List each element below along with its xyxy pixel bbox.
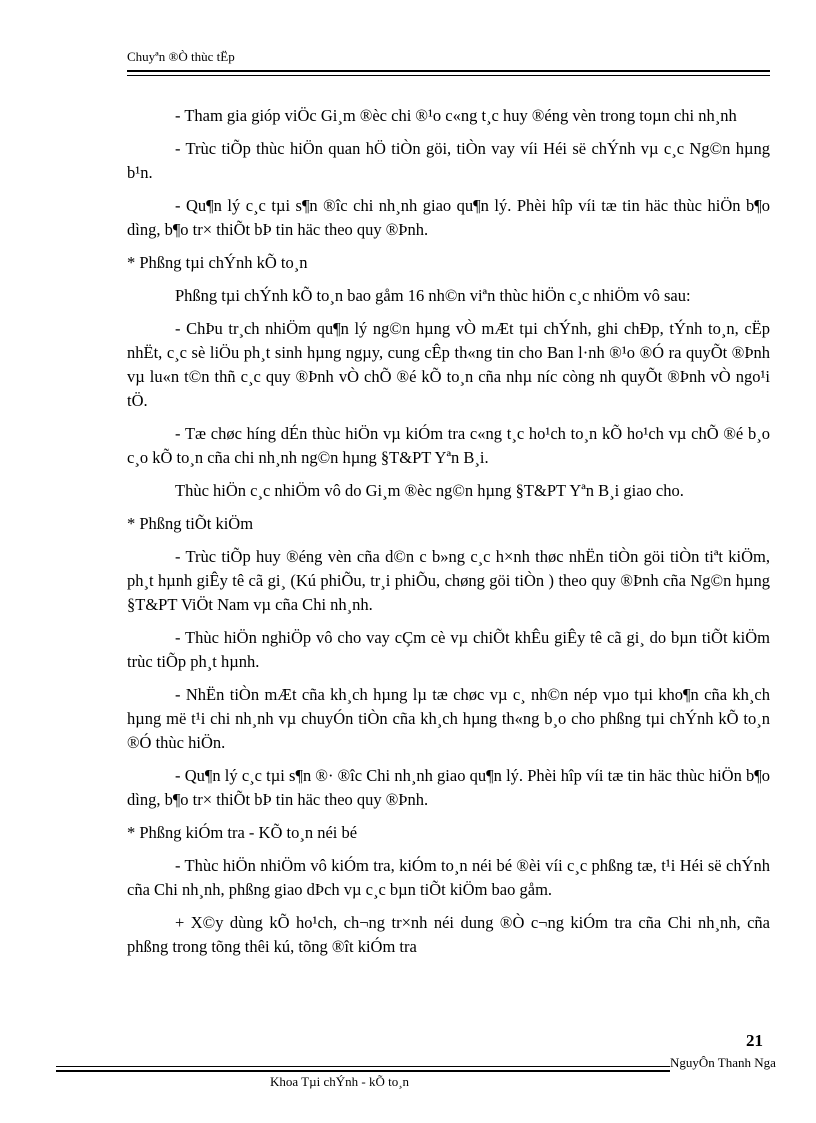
header-rule-thin <box>127 75 770 76</box>
header-rule-thick <box>127 70 770 72</box>
paragraph: - Trùc tiÕp thùc hiÖn quan hÖ tiÒn göi, tiÒn vay víi Héi së chÝnh vµ c¸c Ng©n hµng b¹n. <box>127 139 770 182</box>
paragraph: - Tæ chøc híng dÉn thùc hiÖn vµ kiÓm tra c«ng t¸c ho¹ch to¸n kÕ ho¹ch vµ chÕ ®é b¸o c¸o kÕ to¸n cña chi nh¸nh ng©n hµng §T&PT Yªn B¸i. <box>127 424 770 467</box>
paragraph: - NhËn tiÒn mÆt cña kh¸ch hµng lµ tæ chøc vµ c¸ nh©n nép vµo tµi kho¶n cña kh¸ch hµng më t¹i chi nh¸nh vµ chuyÓn tiÒn cña kh¸ch hµng th«ng b¸o cho phßng tµi chÝnh kÕ to¸n ®Ó thùc hiÖn. <box>127 685 770 752</box>
footer-rule-thin <box>56 1066 670 1067</box>
paragraph: - ChÞu tr¸ch nhiÖm qu¶n lý ng©n hµng vÒ mÆt tµi chÝnh, ghi chÐp, tÝnh to¸n, cËp nhËt, c¸c sè liÖu ph¸t sinh hµng ngµy, cung cÊp th«ng tin cho Ban l·nh ®¹o ®Ó ra quyÕt ®Þnh vµ lu«n t©n thñ c¸c quy ®Þnh vÒ chÕ ®é kÕ to¸n cña nhµ níc còng nh quyÕt ®Þnh vÒ ngo¹i tÖ. <box>127 319 770 410</box>
section-heading: * Phßng tµi chÝnh kÕ to¸n <box>127 253 308 272</box>
paragraph: Thùc hiÖn c¸c nhiÖm vô do Gi¸m ®èc ng©n hµng §T&PT Yªn B¸i giao cho. <box>175 481 684 500</box>
paragraph: - Tham gia gióp viÖc Gi¸m ®èc chi ®¹o c«ng t¸c huy ®éng vèn trong toµn chi nh¸nh <box>175 106 737 125</box>
footer-faculty: Khoa Tµi chÝnh - kÕ to¸n <box>270 1074 410 1089</box>
paragraph: - Thùc hiÖn nghiÖp vô cho vay cÇm cè vµ chiÕt khÊu giÊy tê cã gi¸ do bµn tiÕt kiÖm trùc tiÕp ph¸t hµnh. <box>127 628 770 671</box>
section-heading: * Phßng tiÕt kiÖm <box>127 514 254 533</box>
running-header-title: Chuyªn ®Ò thùc tËp <box>127 49 235 64</box>
paragraph: Phßng tµi chÝnh kÕ to¸n bao gåm 16 nh©n viªn thùc hiÖn c¸c nhiÖm vô sau: <box>175 286 691 305</box>
paragraph: - Trùc tiÕp huy ®éng vèn cña d©n c b»ng c¸c h×nh thøc nhËn tiÒn göi tiÒn tiªt kiÖm, ph¸t hµnh giÊy tê cã gi¸ (Kú phiÕu, tr¸i phiÕu, chøng göi tiÒn ) theo quy ®Þnh cña Ng©n hµng §T&PT ViÖt Nam vµ cña Chi nh¸nh. <box>127 547 770 614</box>
paragraph: + X©y dùng kÕ ho¹ch, ch¬ng tr×nh néi dung ®Ò c¬ng kiÓm tra cña Chi nh¸nh, cña phßng trong tõng thêi kú, tõng ®ît kiÓm tra <box>127 913 770 956</box>
footer-author: NguyÔn Thanh Nga <box>670 1055 776 1070</box>
document-body <box>127 104 770 968</box>
footer-rule-thick <box>56 1070 670 1072</box>
paragraph: - Thùc hiÖn nhiÖm vô kiÓm tra, kiÓm to¸n néi bé ®èi víi c¸c phßng tæ, t¹i Héi së chÝnh cña Chi nh¸nh, phßng giao dÞch vµ c¸c bµn tiÕt kiÖm bao gåm. <box>127 856 770 899</box>
section-heading: * Phßng kiÓm tra - KÕ to¸n néi bé <box>127 823 358 842</box>
page-number: 21 <box>746 1031 763 1050</box>
paragraph: - Qu¶n lý c¸c tµi s¶n ®îc chi nh¸nh giao qu¶n lý. Phèi hîp víi tæ tin häc thùc hiÖn b¶o dìng, b¶o tr× thiÕt bÞ tin häc theo quy ®Þnh. <box>127 196 770 239</box>
paragraph: - Qu¶n lý c¸c tµi s¶n ®· ®îc Chi nh¸nh giao qu¶n lý. Phèi hîp víi tæ tin häc thùc hiÖn b¶o dìng, b¶o tr× thiÕt bÞ tin häc theo quy ®Þnh. <box>127 766 770 809</box>
